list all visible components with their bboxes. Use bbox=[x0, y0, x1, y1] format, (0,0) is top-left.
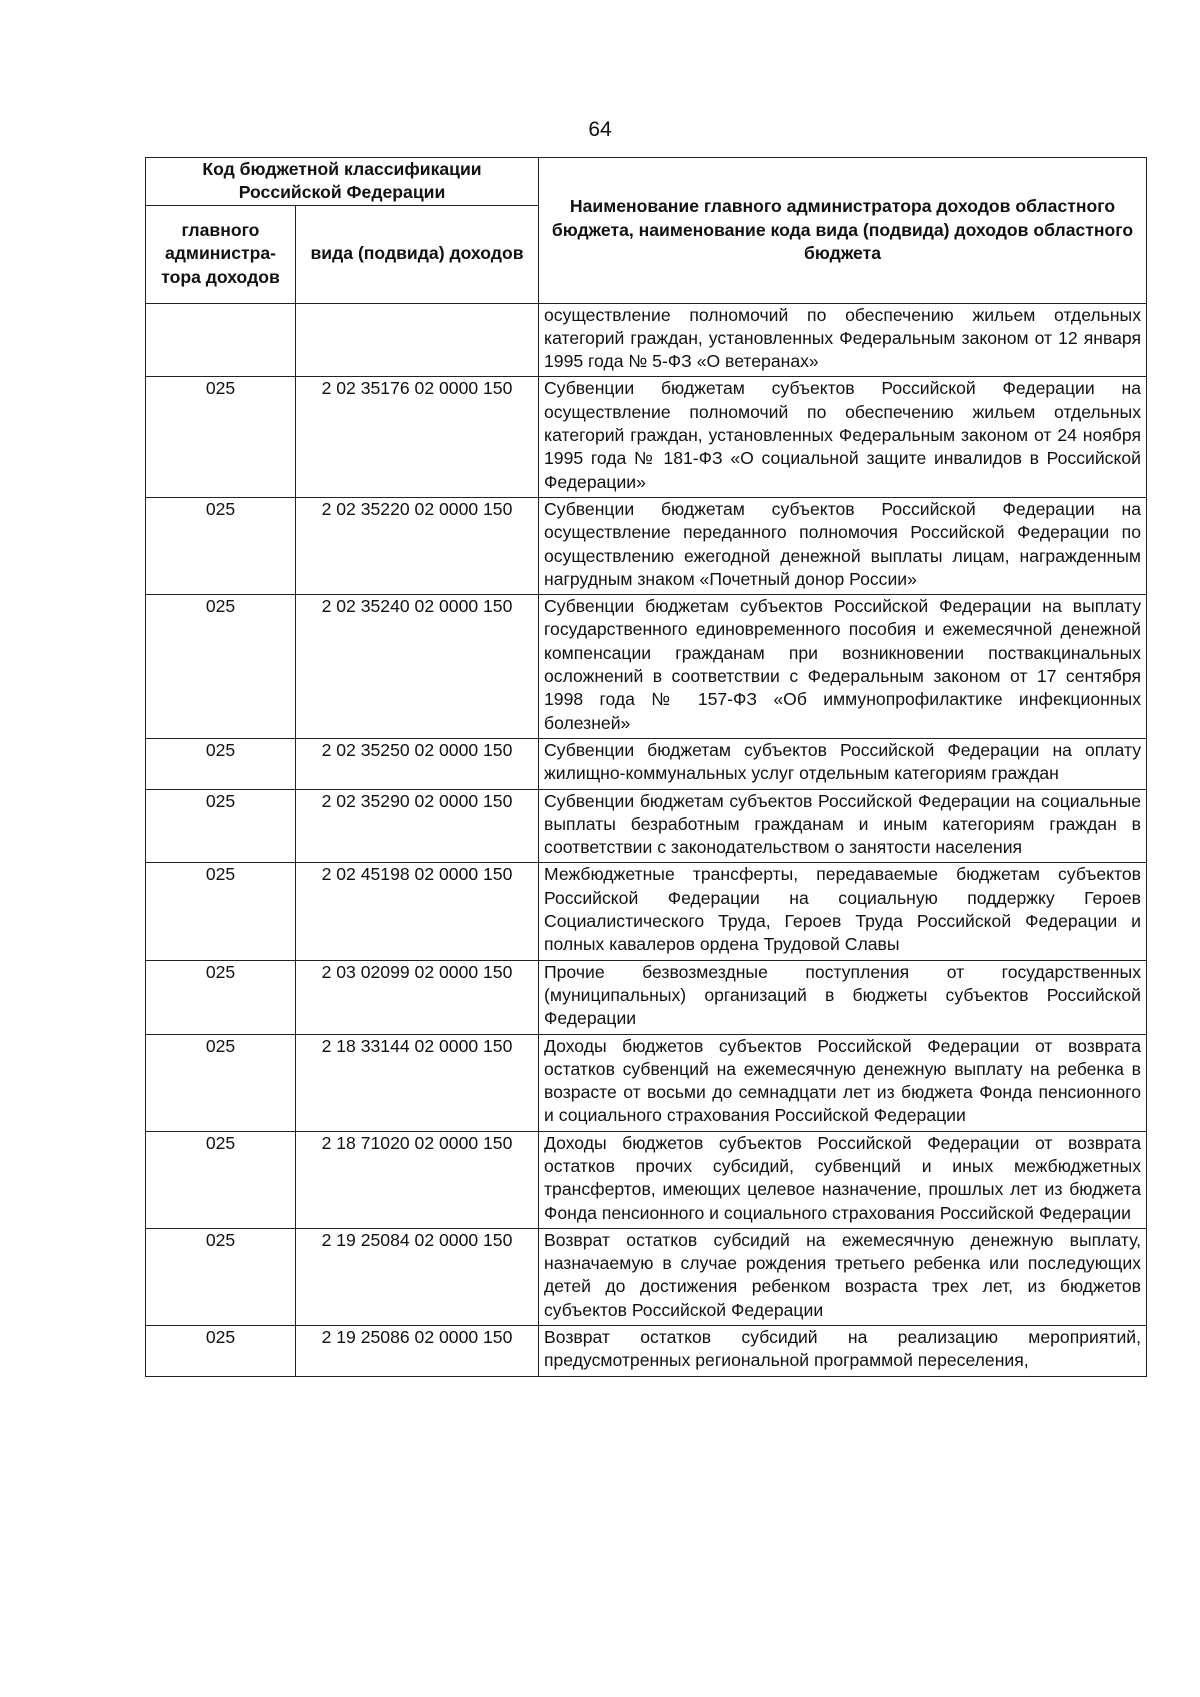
revenue-name-cell: Субвенции бюджетам субъектов Российской Федерации на осуществление полномочий по обеспечению жильем отдельных категорий граждан, установленных Федеральным законом от 24 ноября 1995 года № 181-ФЗ «О социальной защите инвалидов в Российской Федерации» bbox=[539, 377, 1147, 497]
admin-code-cell: 025 bbox=[146, 1326, 296, 1377]
admin-code-cell bbox=[146, 303, 296, 377]
admin-code-cell: 025 bbox=[146, 960, 296, 1034]
revenue-code-cell: 2 19 25084 02 0000 150 bbox=[296, 1228, 539, 1325]
revenue-code-cell: 2 02 35290 02 0000 150 bbox=[296, 789, 539, 863]
table-row bbox=[146, 497, 1147, 594]
header-name-column: Наименование главного администратора доходов областного бюджета, наименование кода вида (подвида) доходов областного бюджета bbox=[539, 158, 1147, 304]
table-row bbox=[146, 595, 1147, 739]
admin-code-cell: 025 bbox=[146, 1228, 296, 1325]
revenue-code-cell: 2 02 35176 02 0000 150 bbox=[296, 377, 539, 497]
table-row bbox=[146, 1034, 1147, 1131]
admin-code-cell: 025 bbox=[146, 1131, 296, 1228]
revenue-name-cell: Субвенции бюджетам субъектов Российской Федерации на социальные выплаты безработным гражданам и иным категориям граждан в соответствии с законодательством о занятости населения bbox=[539, 789, 1147, 863]
header-code-column: вида (подвида) доходов bbox=[296, 205, 539, 303]
admin-code-cell: 025 bbox=[146, 863, 296, 960]
revenue-code-cell: 2 18 71020 02 0000 150 bbox=[296, 1131, 539, 1228]
budget-classification-table bbox=[145, 157, 1147, 1377]
admin-code-cell: 025 bbox=[146, 377, 296, 497]
admin-code-cell: 025 bbox=[146, 738, 296, 789]
table-header-row bbox=[146, 158, 1147, 206]
revenue-code-cell: 2 18 33144 02 0000 150 bbox=[296, 1034, 539, 1131]
revenue-name-cell: Доходы бюджетов субъектов Российской Федерации от возврата остатков субвенций на ежемесячную денежную выплату на ребенка в возрасте от восьми до семнадцати лет из бюджета Фонда пенсионного и социального страхования Российской Федерации bbox=[539, 1034, 1147, 1131]
table-row bbox=[146, 1228, 1147, 1325]
revenue-code-cell: 2 19 25086 02 0000 150 bbox=[296, 1326, 539, 1377]
revenue-name-cell: Возврат остатков субсидий на реализацию мероприятий, предусмотренных региональной программой переселения, bbox=[539, 1326, 1147, 1377]
revenue-name-cell: Прочие безвозмездные поступления от государственных (муниципальных) организаций в бюджеты субъектов Российской Федерации bbox=[539, 960, 1147, 1034]
revenue-name-cell: Возврат остатков субсидий на ежемесячную денежную выплату, назначаемую в случае рождения третьего ребенка или последующих детей до достижения ребенком возраста трех лет, из бюджетов субъектов Российской Федерации bbox=[539, 1228, 1147, 1325]
table-row bbox=[146, 303, 1147, 377]
header-admin-column: главного администра-тора доходов bbox=[146, 205, 296, 303]
revenue-code-cell: 2 02 35250 02 0000 150 bbox=[296, 738, 539, 789]
header-group-title: Код бюджетной классификации Российской Федерации bbox=[146, 158, 539, 206]
revenue-name-cell: Межбюджетные трансферты, передаваемые бюджетам субъектов Российской Федерации на социальную поддержку Героев Социалистического Труда, Героев Труда Российской Федерации и полных кавалеров ордена Трудовой Славы bbox=[539, 863, 1147, 960]
admin-code-cell: 025 bbox=[146, 789, 296, 863]
table-row bbox=[146, 789, 1147, 863]
table-row bbox=[146, 1131, 1147, 1228]
table-row bbox=[146, 1326, 1147, 1377]
page-number: 64 bbox=[588, 118, 612, 141]
revenue-code-cell: 2 02 35240 02 0000 150 bbox=[296, 595, 539, 739]
revenue-name-cell: Субвенции бюджетам субъектов Российской Федерации на выплату государственного единовременного пособия и ежемесячной денежной компенсации гражданам при возникновении поствакцинальных осложнений в соответствии с Федеральным законом от 17 сентября 1998 года № 157-ФЗ «Об иммунопрофилактике инфекционных болезней» bbox=[539, 595, 1147, 739]
revenue-code-cell: 2 03 02099 02 0000 150 bbox=[296, 960, 539, 1034]
table-row bbox=[146, 863, 1147, 960]
revenue-code-cell: 2 02 45198 02 0000 150 bbox=[296, 863, 539, 960]
revenue-name-cell: Субвенции бюджетам субъектов Российской Федерации на осуществление переданного полномочия Российской Федерации по осуществлению ежегодной денежной выплаты лицам, награжденным нагрудным знаком «Почетный донор России» bbox=[539, 497, 1147, 594]
table-row bbox=[146, 738, 1147, 789]
revenue-name-cell: Субвенции бюджетам субъектов Российской Федерации на оплату жилищно-коммунальных услуг отдельным категориям граждан bbox=[539, 738, 1147, 789]
revenue-code-cell bbox=[296, 303, 539, 377]
revenue-name-cell: Доходы бюджетов субъектов Российской Федерации от возврата остатков прочих субсидий, субвенций и иных межбюджетных трансфертов, имеющих целевое назначение, прошлых лет из бюджета Фонда пенсионного и социального страхования Российской Федерации bbox=[539, 1131, 1147, 1228]
revenue-name-cell: осуществление полномочий по обеспечению жильем отдельных категорий граждан, установленных Федеральным законом от 12 января 1995 года № 5-ФЗ «О ветеранах» bbox=[539, 303, 1147, 377]
admin-code-cell: 025 bbox=[146, 497, 296, 594]
table-row bbox=[146, 960, 1147, 1034]
table-row bbox=[146, 377, 1147, 497]
admin-code-cell: 025 bbox=[146, 595, 296, 739]
revenue-code-cell: 2 02 35220 02 0000 150 bbox=[296, 497, 539, 594]
admin-code-cell: 025 bbox=[146, 1034, 296, 1131]
